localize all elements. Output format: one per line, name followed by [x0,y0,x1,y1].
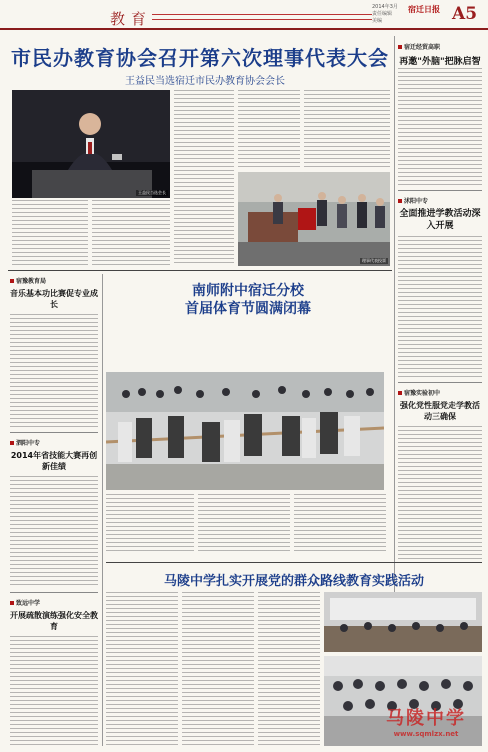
lead-body-col3 [174,90,234,266]
left-kicker-2: 泗阳中专 [10,438,40,447]
section-title: 教育 [110,10,153,28]
watermark-url: www.sqmlzx.net [393,730,459,738]
left-kicker-3: 致远中学 [10,598,40,607]
meta-designer: 美编 [372,18,383,24]
site-watermark [370,704,482,748]
photo-caption-2: 理事代表投票 [362,258,386,263]
speaker-photo-art [12,90,170,198]
right-kicker-2: 沭阳中专 [398,196,428,205]
bottom-headline: 马陵中学扎实开展党的群众路线教育实践活动 [163,574,424,589]
vote-photo-art [238,172,390,266]
right-kicker-3: 宿豫实验初中 [398,388,440,397]
header-rule [152,14,372,20]
left-rule-1 [10,432,98,433]
feature-headline-line2: 首届体育节圆满闭幕 [185,301,311,317]
left-title-1: 音乐基本功比赛促专业成长 [10,289,98,309]
feature-photo-tugofwar [106,372,384,490]
right-rule-2 [398,382,482,383]
watermark-school-name: 马陵中学 [386,708,466,729]
left-body-1 [10,314,98,428]
feature-body-col2 [198,494,290,552]
bottom-body-col1 [106,592,178,746]
feature-body-col3 [294,494,386,552]
right-rule-1 [398,190,482,191]
bottom-body-col3 [258,592,320,746]
right-title-3: 强化党性服党走学教活动三确保 [400,401,480,421]
lead-body-col5 [304,90,390,170]
tugofwar-photo-art [106,372,384,490]
lead-headline: 市民办教育协会召开第六次理事代表大会 [11,46,389,70]
meta-editor: 责任编辑 [372,11,393,17]
right-title-1: 再邀"外脑"把脉启智 [399,57,481,67]
left-body-2 [10,476,98,588]
lead-body-col1 [12,200,88,266]
right-body-3 [398,426,482,562]
right-kicker-1: 宿迁经贸高职 [398,42,440,51]
bottom-photo-meeting [324,592,482,652]
meeting-photo-art [324,592,482,652]
feature-body-col1 [106,494,194,552]
left-rule-2 [10,592,98,593]
meta-date: 2014年3月 [372,4,398,10]
bottom-story-rule [106,562,482,563]
paper-logo: 宿迁日报 [408,4,440,14]
column-divider-right [394,36,395,596]
right-title-2: 全面推进学教活动深入开展 [399,209,481,231]
bottom-body-col2 [182,592,254,746]
left-body-3 [10,636,98,746]
page-number: A5 [452,4,478,24]
left-title-3: 开展疏散演练强化安全教育 [10,611,98,631]
lead-bottom-rule [8,270,392,271]
lead-subheadline: 王益民当选宿迁市民办教育协会会长 [125,76,285,87]
feature-headline-line1: 南师附中宿迁分校 [192,283,304,299]
page-header [0,0,488,30]
lead-photo-vote [238,172,390,266]
photo-caption-1: 王益民当选会长 [138,190,166,195]
right-body-2 [398,236,482,378]
lead-body-col4 [238,90,300,170]
right-body-1 [398,68,482,186]
lead-body-col2 [92,200,170,266]
left-kicker-1: 宿豫教育局 [10,276,46,285]
column-divider-left [102,274,103,746]
lead-photo-speaker [12,90,170,198]
left-title-2: 2014年省技能大赛再创新佳绩 [10,451,98,471]
